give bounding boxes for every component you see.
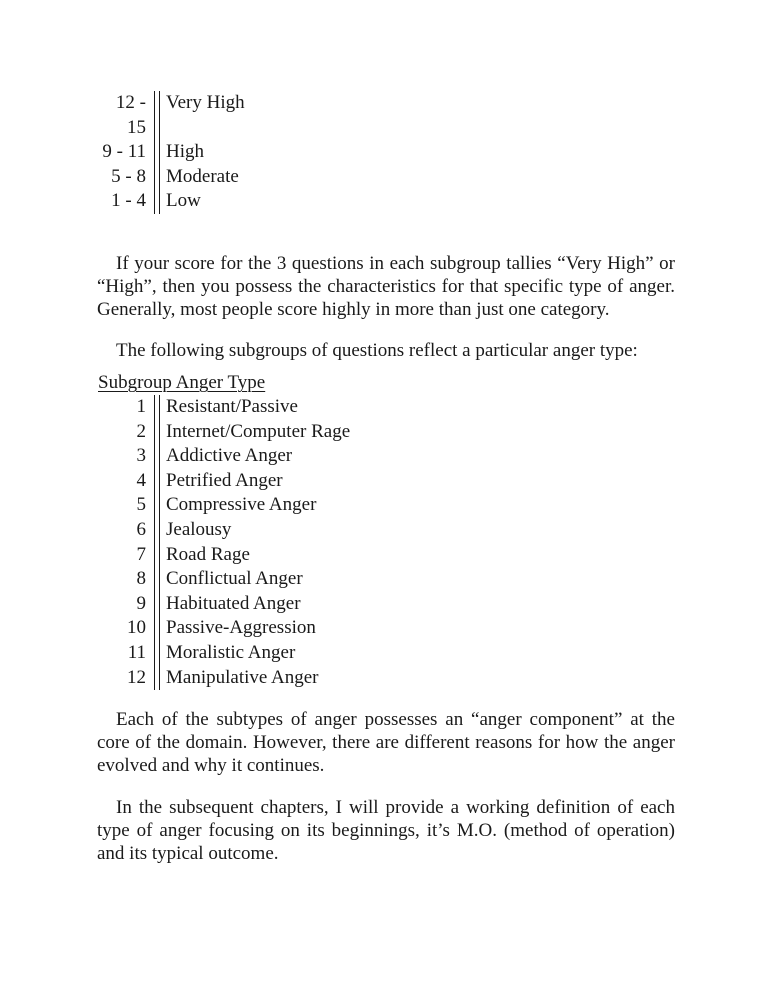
anger-type-label: Conflictual Anger [166,568,303,590]
anger-type-number: 7 [136,543,146,565]
score-row [96,165,245,190]
anger-type-number: 8 [136,568,146,590]
anger-type-row [96,616,350,641]
anger-type-label: Addictive Anger [166,445,293,467]
anger-type-number: 11 [127,641,146,663]
anger-type-number: 9 [136,592,146,614]
paragraph-score-interpretation: If your score for the 3 questions in each subgroup tallies “Very High” or “High”, then you possess the characteristics for that specific type of anger. Generally, most people score highly in more than just one category. [97,253,675,320]
score-row [96,91,245,140]
anger-type-row [96,395,350,420]
score-table [96,91,245,214]
anger-type-number: 4 [136,469,146,491]
anger-type-number: 5 [136,494,146,516]
score-row [96,140,245,165]
anger-type-label: Internet/Computer Rage [166,420,351,442]
score-range: 9 - 11 [102,141,146,162]
anger-type-label: Petrified Anger [166,469,283,491]
anger-type-row [96,420,350,445]
score-label: Very High [166,92,245,113]
score-range: 12 - 15 [115,92,146,138]
score-range: 1 - 4 [111,190,146,211]
anger-type-row [96,493,350,518]
anger-type-row [96,543,350,568]
anger-type-number: 2 [136,420,146,442]
score-range: 5 - 8 [111,165,146,187]
anger-type-label: Passive-Aggression [166,617,316,639]
subgroup-heading: Subgroup Anger Type [98,372,266,393]
anger-type-label: Moralistic Anger [166,641,296,663]
anger-type-label: Road Rage [166,543,250,565]
anger-type-number: 10 [127,617,146,639]
anger-type-row [96,444,350,469]
anger-type-row [96,641,350,666]
anger-type-row [96,567,350,592]
anger-type-label: Jealousy [166,518,232,540]
score-row [96,189,245,214]
anger-table-divider [154,395,160,690]
anger-type-row [96,518,350,543]
paragraph-subgroups-intro: The following subgroups of questions reflect a particular anger type: [116,340,638,361]
anger-type-row [96,592,350,617]
anger-type-number: 3 [136,445,146,467]
anger-type-label: Manipulative Anger [166,666,319,688]
anger-type-label: Compressive Anger [166,494,317,516]
anger-type-label: Resistant/Passive [166,396,298,417]
score-table-divider [154,91,160,214]
paragraph-subsequent-chapters: In the subsequent chapters, I will provide a working definition of each type of anger focusing on its beginnings, it’s M.O. (method of operation) and its typical outcome. [97,797,675,864]
score-label: Low [166,190,201,211]
anger-type-number: 12 [127,666,146,688]
score-label: Moderate [166,165,239,187]
anger-type-row [96,469,350,494]
paragraph-anger-component: Each of the subtypes of anger possesses an “anger component” at the core of the domain. However, there are different reasons for how the anger evolved and why it continues. [97,709,675,776]
anger-type-row [96,666,350,691]
anger-type-table [96,395,350,690]
anger-type-number: 6 [136,518,146,540]
anger-type-number: 1 [136,396,146,417]
anger-type-label: Habituated Anger [166,592,301,614]
score-label: High [166,141,204,162]
